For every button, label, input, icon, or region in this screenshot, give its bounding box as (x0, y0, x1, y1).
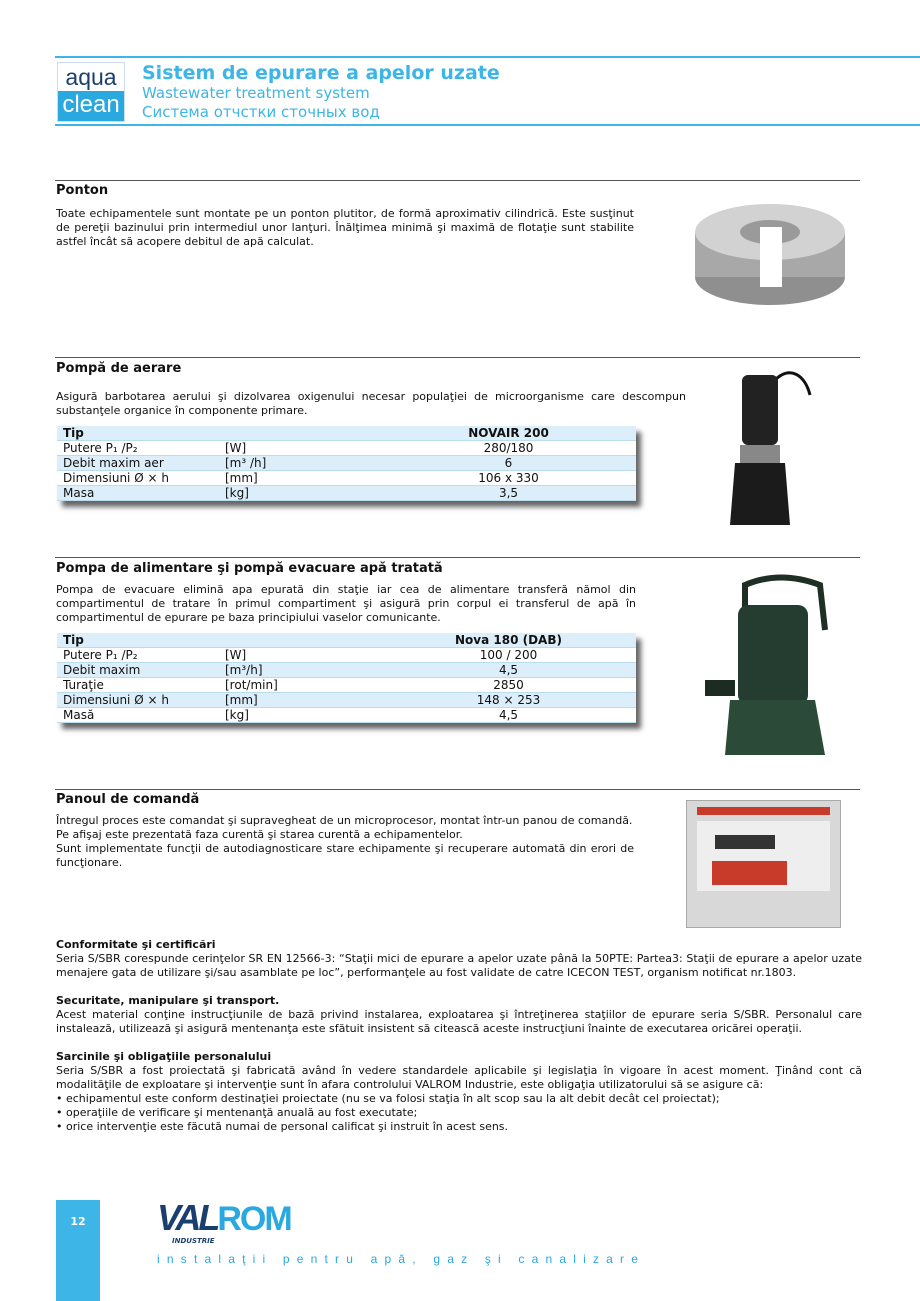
cell: 2850 (381, 678, 636, 693)
table-row (57, 441, 636, 456)
cell: Debit maxim aer (57, 456, 219, 471)
cell: 280/180 (381, 441, 636, 456)
cell: 4,5 (381, 663, 636, 678)
panou-text (56, 814, 634, 870)
list-item: • orice intervenţie este făcută numai de personal calificat şi instruit în acest sens. (56, 1120, 509, 1133)
alimentare-text: Pompa de evacuare elimină apa epurată din staţie iar cea de alimentare transferă nămol din compartimentul de tratare în primul compartiment şi asigură prin corpul ei transferul de apă în compartimentul de epurare pe baza principiului vaselor comunicante. (56, 583, 636, 624)
valrom-logo (157, 1197, 357, 1248)
logo-industrie: INDUSTRIE (172, 1237, 215, 1245)
novair-spec-table (57, 426, 636, 501)
sarcini-text: Seria S/SBR a fost proiectată şi fabricată având în vedere standardele aplicabile şi legislaţia în vigoare în acest moment. Ţinând cont că modalităţile de exploatare şi intervenţie sunt în afara controlului VALROM Industrie, este obligaţia utilizatorului să se asigure că: (56, 1064, 862, 1091)
conformitate-text: Seria S/SBR corespunde cerinţelor SR EN 12566-3: “Staţii mici de epurare a apelor uzate până la 50PTE: Partea3: Staţii de epurare a apelor uzate menajere gata de utilizare şi/sau asamblate pe loc”, performanţele au fost validate de catre ICECON TEST, organism notificat nr.1803. (56, 952, 862, 979)
logo-rom: ROM (217, 1200, 291, 1238)
alimentare-title: Pompa de alimentare şi pompă evacuare apă tratată (56, 561, 443, 576)
feed-pump-image (700, 570, 835, 760)
cell: Dimensiuni Ø × h (57, 471, 219, 486)
page-subtitle-ru: Система отчстки сточных вод (142, 103, 380, 121)
bottom-sections (56, 938, 862, 1134)
footer-tagline: instalaţii pentru apă, gaz şi canalizare (157, 1252, 646, 1266)
control-panel-image (686, 800, 841, 928)
cell: Tip (57, 426, 219, 441)
page-number-bar (56, 1200, 100, 1301)
table-row (57, 456, 636, 471)
cell: [rot/min] (219, 678, 381, 693)
section-divider (55, 357, 860, 358)
table-row (57, 633, 636, 648)
cell: Putere P₁ /P₂ (57, 648, 219, 663)
table-row (57, 471, 636, 486)
cell: 100 / 200 (381, 648, 636, 663)
cell: Turaţie (57, 678, 219, 693)
aerare-text: Asigură barbotarea aerului şi dizolvarea oxigenului necesar populaţiei de microorganisme care descompun substanţele organice în componente primare. (56, 390, 686, 417)
cell: [mm] (219, 693, 381, 708)
cell: [W] (219, 441, 381, 456)
cell: [mm] (219, 471, 381, 486)
cell: 148 × 253 (381, 693, 636, 708)
section-divider (55, 180, 860, 181)
sarcini-title: Sarcinile şi obligaţiile personalului (56, 1050, 272, 1063)
cell: Masă (57, 708, 219, 723)
cell: 4,5 (381, 708, 636, 723)
cell: Dimensiuni Ø × h (57, 693, 219, 708)
logo-bottom-text: clean (58, 91, 124, 121)
cell: [kg] (219, 708, 381, 723)
cell: Masa (57, 486, 219, 501)
aeration-pump-image (720, 365, 820, 530)
table-row (57, 486, 636, 501)
aerare-body (56, 390, 686, 501)
aquaclean-logo (57, 62, 125, 122)
table-row (57, 648, 636, 663)
section-divider (55, 557, 860, 558)
table-row (57, 678, 636, 693)
panou-line: Pe afişaj este prezentată faza curentă şi starea curentă a echipamentelor. (56, 828, 463, 841)
logo-top-text: aqua (58, 63, 124, 91)
securitate-section (56, 994, 862, 1036)
cell: 106 x 330 (381, 471, 636, 486)
cell: [W] (219, 648, 381, 663)
header-top-line (55, 56, 920, 58)
cell: Putere P₁ /P₂ (57, 441, 219, 456)
securitate-title: Securitate, manipulare şi transport. (56, 994, 280, 1007)
alimentare-body (56, 583, 636, 723)
logo-val: VAL (157, 1197, 218, 1238)
cell: Debit maxim (57, 663, 219, 678)
page-number: 12 (70, 1215, 86, 1228)
conformitate-section (56, 938, 862, 980)
page-subtitle-en: Wastewater treatment system (142, 84, 370, 102)
sarcini-section (56, 1050, 862, 1134)
header-bottom-line (55, 124, 920, 126)
panou-title: Panoul de comandă (56, 792, 200, 807)
cell (219, 426, 381, 441)
table-row (57, 693, 636, 708)
cell: [m³/h] (219, 663, 381, 678)
list-item: • echipamentul este conform destinaţiei proiectate (nu se va folosi staţia în alt scop sau la alt debit decât cel proiectat); (56, 1092, 720, 1105)
cell: Nova 180 (DAB) (381, 633, 636, 648)
cell: Tip (57, 633, 219, 648)
panou-line: Sunt implementate funcţii de autodiagnosticare stare echipamente şi recuperare automată din erori de funcţionare. (56, 842, 634, 869)
section-divider (55, 789, 860, 790)
cell: NOVAIR 200 (381, 426, 636, 441)
table-row (57, 426, 636, 441)
cell: 3,5 (381, 486, 636, 501)
conformitate-title: Conformitate şi certificări (56, 938, 216, 951)
nova-spec-table (57, 633, 636, 723)
table-row (57, 663, 636, 678)
securitate-text: Acest material conţine instrucţiunile de bază privind instalarea, exploatarea şi întreţinerea staţiilor de epurare seria S/SBR. Personalul care instalează, utilizează şi asigură mentenanţa este sfătuit insistent să citească aceste instrucţiuni înainte de executarea oricărei operaţii. (56, 1008, 862, 1035)
cell: 6 (381, 456, 636, 471)
cell (219, 633, 381, 648)
cell: [m³ /h] (219, 456, 381, 471)
aerare-title: Pompă de aerare (56, 361, 182, 376)
page-title: Sistem de epurare a apelor uzate (142, 62, 500, 84)
table-row (57, 708, 636, 723)
ponton-title: Ponton (56, 183, 109, 198)
cell: [kg] (219, 486, 381, 501)
ponton-image (690, 192, 850, 314)
list-item: • operaţiile de verificare şi mentenanţă anuală au fost executate; (56, 1106, 418, 1119)
panou-line: Întregul proces este comandat şi supravegheat de un microprocesor, montat într-un panou de comandă. (56, 814, 633, 827)
ponton-text: Toate echipamentele sunt montate pe un ponton plutitor, de formă aproximativ cilindrică. Este susţinut de pereţii bazinului prin intermediul unor lanţuri. Înălţimea minimă şi maximă de flotaţie sunt stabilite astfel încât să acopere debitul de apă calculat. (56, 207, 634, 248)
